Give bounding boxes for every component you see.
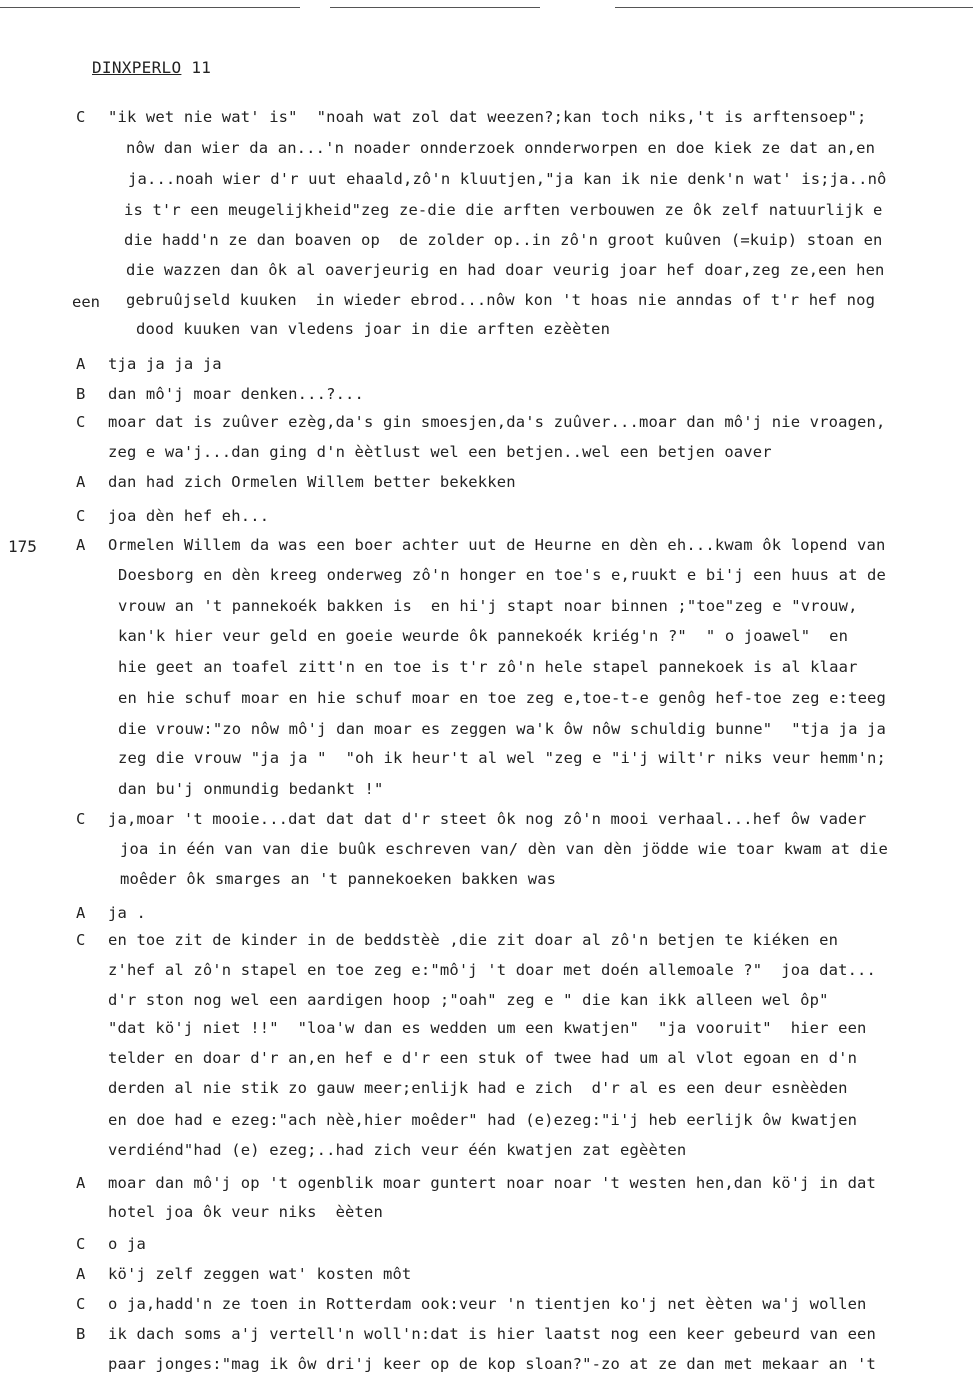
transcript-line: is t'r een meugelijkheid"zeg ze-die die arften verbouwen ze ôk zelf natuurlijk e xyxy=(124,201,883,219)
speaker-label: C xyxy=(76,413,86,431)
transcript-line: zeg e wa'j...dan ging d'n èètlust wel een betjen..wel een betjen oaver xyxy=(108,443,772,461)
transcript-line: dan mô'j moar denken...?... xyxy=(108,385,365,403)
transcript-line: "ik wet nie wat' is" "noah wat zol dat weezen?;kan toch niks,'t is arftensoep"; xyxy=(108,108,867,126)
transcript-line: d'r ston nog wel een aardigen hoop ;"oah" zeg e " die kan ikk alleen wel ôp" xyxy=(108,991,829,1009)
transcript-line: moar dan mô'j op 't ogenblik moar guntert noar noar 't westen hen,dan kö'j in dat xyxy=(108,1174,877,1192)
line-number: 175 xyxy=(8,537,37,556)
transcript-line: die wazzen dan ôk al oaverjeurig en had doar veurig joar hef doar,zeg ze,een hen xyxy=(126,261,885,279)
transcript-line: hotel joa ôk veur niks èèten xyxy=(108,1203,383,1221)
transcript-line: moar dat is zuûver ezèg,da's gin smoesjen,da's zuûver...moar dan mô'j nie vroagen, xyxy=(108,413,886,431)
transcript-line: en toe zit de kinder in de beddstèè ,die zit doar al zô'n betjen te kiéken en xyxy=(108,931,839,949)
transcript-line: dan bu'j onmundig bedankt !" xyxy=(118,780,384,798)
speaker-label: A xyxy=(76,473,86,491)
transcript-line: gebruûjseld kuuken in wieder ebrod...nôw kon 't hoas nie anndas of t'r hef nog xyxy=(126,291,876,309)
transcript-line: verdiénd"had (e) ezeg;..had zich veur één kwatjen zat egèèten xyxy=(108,1141,687,1159)
transcript-line: o ja,hadd'n ze toen in Rotterdam ook:veur 'n tientjen ko'j net èèten wa'j wollen xyxy=(108,1295,867,1313)
page-number: 11 xyxy=(191,58,212,77)
transcript-line: dood kuuken van vledens joar in die arften ezèèten xyxy=(136,320,611,338)
speaker-label: A xyxy=(76,1265,86,1283)
transcript-line: tja ja ja ja xyxy=(108,355,222,373)
transcript-line: ik dach soms a'j vertell'n woll'n:dat is hier laatst nog een keer gebeurd van een xyxy=(108,1325,877,1343)
header-title: DINXPERLO xyxy=(92,58,182,77)
speaker-label: C xyxy=(76,810,86,828)
speaker-label: C xyxy=(76,507,86,525)
transcript-line: telder en doar d'r an,en hef e d'r een stuk of twee had um al vlot egoan en d'n xyxy=(108,1049,858,1067)
transcript-line: die vrouw:"zo nôw mô'j dan moar es zeggen wa'k ôw nôw schuldig bunne" "tja ja ja xyxy=(118,720,887,738)
transcript-line: ja . xyxy=(108,904,146,922)
speaker-label: B xyxy=(76,1325,86,1343)
transcript-line: paar jonges:"mag ik ôw dri'j keer op de kop sloan?"-zo at ze dan met mekaar an 't xyxy=(108,1355,877,1373)
transcript-line: derden al nie stik zo gauw meer;enlijk had e zich d'r al es een deur esnèèden xyxy=(108,1079,848,1097)
speaker-label: C xyxy=(76,1295,86,1313)
speaker-label: B xyxy=(76,385,86,403)
transcript-line: die hadd'n ze dan boaven op de zolder op..in zô'n groot kuûven (=kuip) stoan en xyxy=(124,231,883,249)
transcript-line: en doe had e ezeg:"ach nèè,hier moêder" had (e)ezeg:"i'j heb eerlijk ôw kwatjen xyxy=(108,1111,858,1129)
transcript-line: nôw dan wier da an...'n noader onnderzoek onnderworpen en doe kiek ze dat an,en xyxy=(126,139,876,157)
transcript-line: joa in één van van die buûk eschreven van/ dèn van dèn jödde wie toar kwam at die xyxy=(120,840,889,858)
speaker-label: A xyxy=(76,904,86,922)
transcript-line: kan'k hier veur geld en goeie weurde ôk pannekoék kriég'n ?" " o joawel" en xyxy=(118,627,849,645)
transcript-line: ja...noah wier d'r uut ehaald,zô'n kluutjen,"ja kan ik nie denk'n wat' is;ja..nô xyxy=(128,170,887,188)
speaker-label: C xyxy=(76,1235,86,1253)
speaker-label: C xyxy=(76,108,86,126)
transcript-line: joa dèn hef eh... xyxy=(108,507,270,525)
transcript-line: en hie schuf moar en hie schuf moar en toe zeg e,toe-t-e genôg hef-toe zeg e:teeg xyxy=(118,689,887,707)
speaker-label: A xyxy=(76,1174,86,1192)
transcript-line: moêder ôk smarges an 't pannekoeken bakken was xyxy=(120,870,557,888)
transcript-line: ja,moar 't mooie...dat dat dat d'r steet ôk nog zô'n mooi verhaal...hef ôw vader xyxy=(108,810,867,828)
transcript-line: "dat kö'j niet !!" "loa'w dan es wedden um een kwatjen" "ja vooruit" hier een xyxy=(108,1019,867,1037)
transcript-line: zeg die vrouw "ja ja " "oh ik heur't al wel "zeg e "i'j wilt'r niks veur hemm'n; xyxy=(118,749,887,767)
speaker-label: C xyxy=(76,931,86,949)
transcript-line: hie geet an toafel zitt'n en toe is t'r zô'n hele stapel pannekoek is al klaar xyxy=(118,658,858,676)
speaker-label: A xyxy=(76,355,86,373)
transcript-line: kö'j zelf zeggen wat' kosten môt xyxy=(108,1265,412,1283)
transcript-line: Doesborg en dèn kreeg onderweg zô'n honger en toe's e,ruukt e bi'j een huus at de xyxy=(118,566,887,584)
transcript-line: vrouw an 't pannekoék bakken is en hi'j stapt noar binnen ;"toe"zeg e "vrouw, xyxy=(118,597,858,615)
transcript-line: o ja xyxy=(108,1235,146,1253)
transcript-line: Ormelen Willem da was een boer achter uut de Heurne en dèn eh...kwam ôk lopend van xyxy=(108,536,886,554)
margin-note: een xyxy=(72,293,100,311)
transcript-line: z'hef al zô'n stapel en toe zeg e:"mô'j 't doar met doén allemoale ?" joa dat... xyxy=(108,961,877,979)
speaker-label: A xyxy=(76,536,86,554)
transcript-line: dan had zich Ormelen Willem better bekekken xyxy=(108,473,516,491)
